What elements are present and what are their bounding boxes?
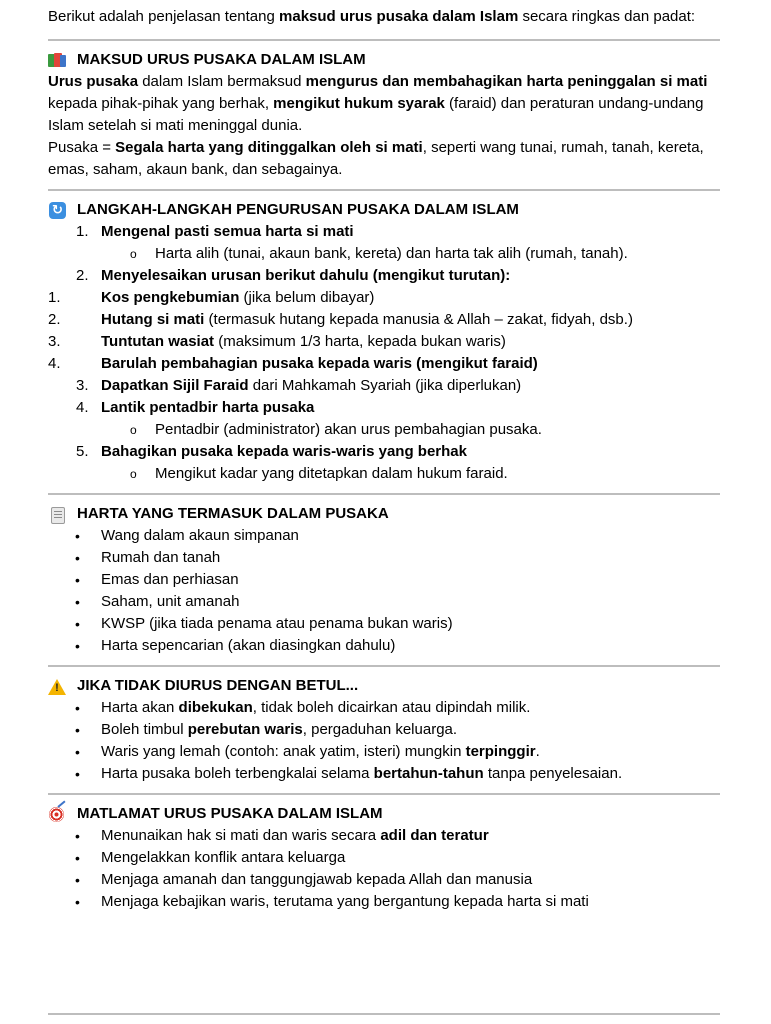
heading-text: MATLAMAT URUS PUSAKA DALAM ISLAM bbox=[77, 805, 383, 822]
section-harta bbox=[48, 495, 720, 665]
list-item: • KWSP (jika tiada penama atau penama bukan waris) bbox=[75, 615, 453, 632]
heading-text: LANGKAH-LANGKAH PENGURUSAN PUSAKA DALAM ISLAM bbox=[77, 201, 519, 218]
section-heading bbox=[48, 199, 720, 221]
list-item: • Saham, unit amanah bbox=[75, 593, 240, 610]
warning-icon: ! bbox=[48, 678, 67, 695]
step-item: 4. Lantik pentadbir harta pusaka bbox=[76, 399, 315, 416]
list-item: • Rumah dan tanah bbox=[75, 549, 221, 566]
definition-paragraph: Urus pusaka dalam Islam bermaksud mengurus dan membahagikan harta peninggalan si mati kepada pihak-pihak yang berhak, mengikut hukum syarak (faraid) dan peraturan undang-undang Islam setelah si mati meninggal dunia. bbox=[48, 73, 708, 134]
pusaka-paragraph: Pusaka = Segala harta yang ditinggalkan oleh si mati, seperti wang tunai, rumah, tanah, kereta, emas, saham, akaun bank, dan sebagainya. bbox=[48, 139, 704, 178]
list-item: • Menjaga kebajikan waris, terutama yang bergantung kepada harta si mati bbox=[75, 893, 589, 910]
intro-paragraph bbox=[48, 6, 720, 28]
intro-text: Berikut adalah penjelasan tentang bbox=[48, 8, 280, 25]
list-item: • Harta pusaka boleh terbengkalai selama bertahun-tahun tanpa penyelesaian. bbox=[75, 765, 623, 782]
list-item: • Harta akan dibekukan, tidak boleh dicairkan atau dipindah milik. bbox=[75, 699, 531, 716]
order-item: 1. Kos pengkebumian (jika belum dibayar) bbox=[48, 289, 375, 306]
target-icon bbox=[48, 806, 67, 823]
list-item: • Wang dalam akaun simpanan bbox=[75, 527, 299, 544]
section-langkah bbox=[48, 191, 720, 493]
scroll-icon bbox=[48, 506, 67, 523]
section-heading bbox=[48, 503, 720, 525]
list-item: • Waris yang lemah (contoh: anak yatim, isteri) mungkin terpinggir. bbox=[75, 743, 540, 760]
heading-text: JIKA TIDAK DIURUS DENGAN BETUL... bbox=[77, 677, 359, 694]
list-item: • Boleh timbul perebutan waris, pergaduhan keluarga. bbox=[75, 721, 458, 738]
section-heading bbox=[48, 49, 720, 71]
intro-bold: maksud urus pusaka dalam Islam bbox=[279, 8, 519, 25]
document bbox=[48, 6, 720, 921]
step-subitem: o Pentadbir (administrator) akan urus pembahagian pusaka. bbox=[130, 421, 542, 438]
list-item: • Mengelakkan konflik antara keluarga bbox=[75, 849, 346, 866]
refresh-icon: ↻ bbox=[48, 202, 67, 219]
section-maksud bbox=[48, 41, 720, 189]
step-item: 3. Dapatkan Sijil Faraid dari Mahkamah Syariah (jika diperlukan) bbox=[76, 377, 522, 394]
order-item: 3. Tuntutan wasiat (maksimum 1/3 harta, kepada bukan waris) bbox=[48, 333, 506, 350]
list-item: • Harta sepencarian (akan diasingkan dahulu) bbox=[75, 637, 396, 654]
section-jika bbox=[48, 667, 720, 793]
section-heading bbox=[48, 675, 720, 697]
section-matlamat bbox=[48, 795, 720, 921]
intro-text-end: secara ringkas dan padat: bbox=[518, 8, 696, 25]
order-item: 4. Barulah pembahagian pusaka kepada waris (mengikut faraid) bbox=[48, 355, 538, 372]
step-subitem: o Harta alih (tunai, akaun bank, kereta) dan harta tak alih (rumah, tanah). bbox=[130, 245, 628, 262]
step-item: 2. Menyelesaikan urusan berikut dahulu (mengikut turutan): bbox=[76, 267, 511, 284]
list-item: • Emas dan perhiasan bbox=[75, 571, 239, 588]
step-item: 5. Bahagikan pusaka kepada waris-waris yang berhak bbox=[76, 443, 467, 460]
section-heading bbox=[48, 803, 720, 825]
books-icon bbox=[48, 52, 67, 69]
step-item: 1. Mengenal pasti semua harta si mati bbox=[76, 223, 354, 240]
step-subitem: o Mengikut kadar yang ditetapkan dalam hukum faraid. bbox=[130, 465, 508, 482]
list-item: • Menjaga amanah dan tanggungjawab kepada Allah dan manusia bbox=[75, 871, 533, 888]
list-item: • Menunaikan hak si mati dan waris secara adil dan teratur bbox=[75, 827, 489, 844]
heading-text: MAKSUD URUS PUSAKA DALAM ISLAM bbox=[77, 51, 366, 68]
order-item: 2. Hutang si mati (termasuk hutang kepada manusia & Allah – zakat, fidyah, dsb.) bbox=[48, 311, 633, 328]
heading-text: HARTA YANG TERMASUK DALAM PUSAKA bbox=[77, 505, 389, 522]
section-divider bbox=[48, 1013, 720, 1015]
